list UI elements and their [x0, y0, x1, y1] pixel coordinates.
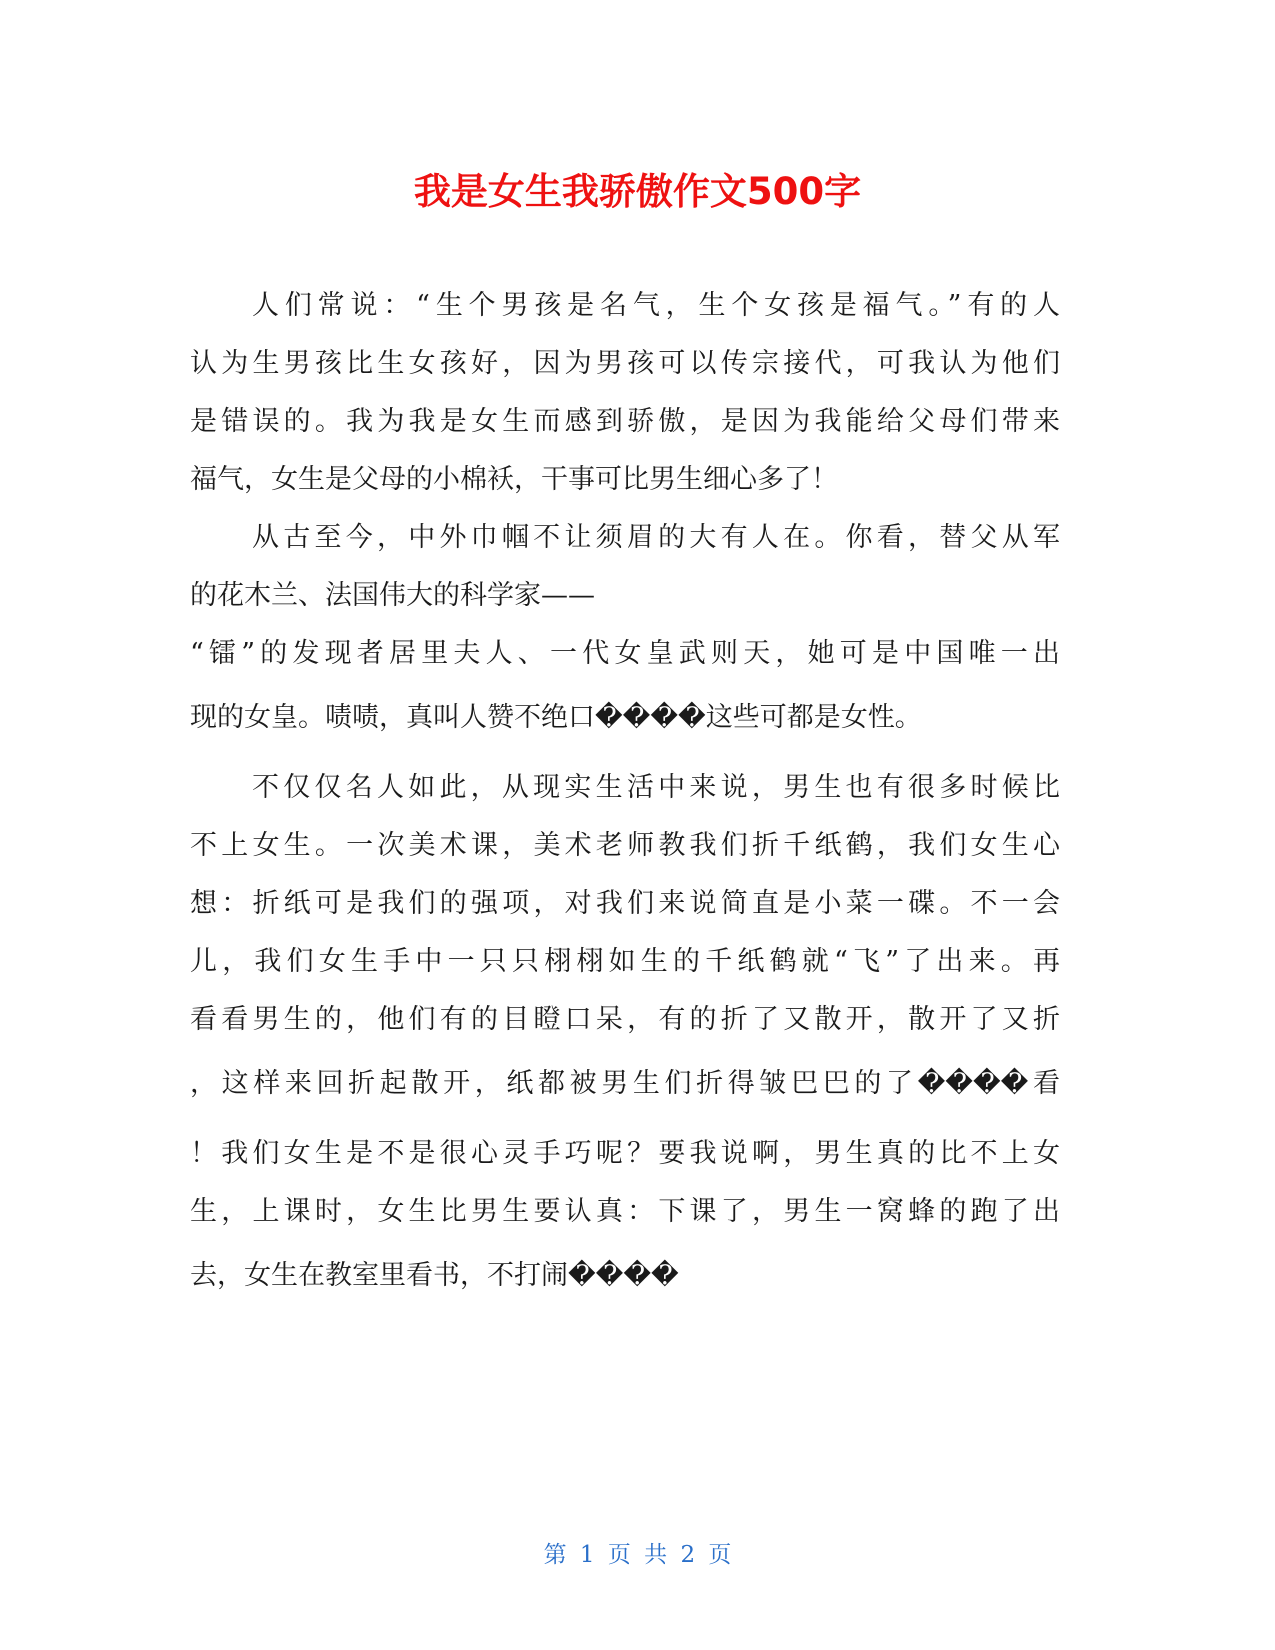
paragraph-line: 现的女皇。啧啧，真叫人赞不绝口����这些可都是女性。 — [190, 702, 922, 733]
page-number-footer: 第 1 页 共 2 页 — [543, 1542, 732, 1568]
paragraph-line: 是错误的。我为我是女生而感到骄傲，是因为我能给父母们带来 — [190, 406, 1060, 437]
paragraph-line: 儿，我们女生手中一只只栩栩如生的千纸鹤就“飞”了出来。再 — [190, 946, 1060, 977]
paragraph-line: ！我们女生是不是很心灵手巧呢？要我说啊，男生真的比不上女 — [190, 1138, 1060, 1169]
paragraph-line: 看看男生的，他们有的目瞪口呆，有的折了又散开，散开了又折 — [190, 1004, 1060, 1035]
paragraph-line: 人们常说：“生个男孩是名气，生个女孩是福气。”有的人 — [252, 290, 1060, 321]
document-title: 我是女生我骄傲作文500字 — [413, 170, 862, 213]
paragraph-line: 生，上课时，女生比男生要认真：下课了，男生一窝蜂的跑了出 — [190, 1196, 1060, 1227]
paragraph-line: 想：折纸可是我们的强项，对我们来说简直是小菜一碟。不一会 — [190, 888, 1060, 919]
paragraph-line: 福气，女生是父母的小棉袄，干事可比男生细心多了！ — [190, 464, 838, 495]
paragraph-line: 的花木兰、法国伟大的科学家—— — [190, 580, 595, 611]
paragraph-line: 不仅仅名人如此，从现实生活中来说，男生也有很多时候比 — [252, 772, 1060, 803]
paragraph-line: 认为生男孩比生女孩好，因为男孩可以传宗接代，可我认为他们 — [190, 348, 1060, 379]
paragraph-line: 去，女生在教室里看书，不打闹���� — [190, 1260, 679, 1291]
paragraph-line: ，这样来回折起散开，纸都被男生们折得皱巴巴的了����看 — [190, 1068, 1060, 1099]
paragraph-line: 从古至今，中外巾帼不让须眉的大有人在。你看，替父从军 — [252, 522, 1060, 553]
paragraph-line: 不上女生。一次美术课，美术老师教我们折千纸鹤，我们女生心 — [190, 830, 1060, 861]
paragraph-line: “镭”的发现者居里夫人、一代女皇武则天，她可是中国唯一出 — [190, 638, 1060, 669]
